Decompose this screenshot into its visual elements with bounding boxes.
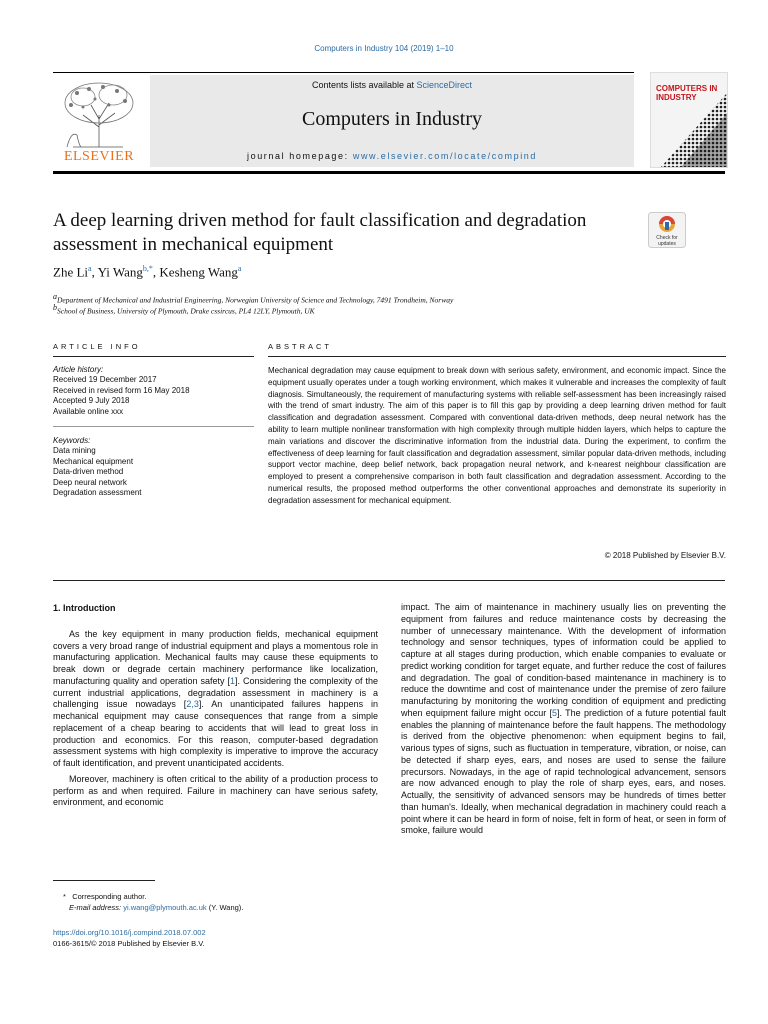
footnote-rule: [53, 880, 155, 881]
email-line: [53, 902, 378, 913]
article-info-heading: ARTICLE INFO: [53, 342, 141, 351]
journal-cover-thumbnail[interactable]: [650, 72, 728, 168]
reference-link[interactable]: 5: [552, 707, 558, 718]
email-label: E-mail address:: [69, 903, 124, 912]
history-item: Received 19 December 2017: [53, 375, 157, 385]
abstract-rule: [268, 356, 726, 357]
abstract-copyright: © 2018 Published by Elsevier B.V.: [604, 551, 726, 560]
body-left-column: [53, 603, 378, 813]
author-affiliation-link[interactable]: a: [88, 264, 92, 273]
keywords-list: [53, 436, 253, 498]
email-link[interactable]: yi.wang@plymouth.ac.uk: [123, 903, 207, 912]
check-for-updates-badge[interactable]: [648, 212, 686, 248]
author-list: [53, 264, 241, 280]
contents-prefix: Contents lists available at: [311, 80, 417, 90]
body-paragraph: [53, 629, 378, 770]
homepage-prefix: journal homepage:: [246, 151, 353, 161]
sciencedirect-link[interactable]: ScienceDirect: [416, 80, 473, 90]
author-name: Kesheng Wang: [159, 264, 238, 280]
reference-link[interactable]: 2,3: [186, 699, 199, 710]
text-run: impact. The aim of maintenance in machinery usually lies on preventing the equipment from failures and reduce maintenance costs by decreasing the number of unnecessary maintenance. With the development of information technology and sensor techniques, types of information could be applied to capture at all stages during production, which enable companies to evaluate or predict working condition for target equate, and further reduce the cost of failures and degradation. The goal of condition-based maintenance in machinery is to reduce the downtime and cost of maintenance under the premise of zero failure manufacturing by monitoring the working condition of equipment and predicting when equipment failure might occur [: [401, 602, 726, 718]
footnote-corresponding: Corresponding author.: [72, 892, 147, 901]
history-item: Accepted 9 July 2018: [53, 396, 130, 406]
keyword-item: Deep neural network: [53, 477, 127, 487]
author-separator: ,: [91, 264, 98, 280]
author-separator: ,: [152, 264, 160, 280]
body-right-column: [401, 602, 726, 837]
cover-title: [656, 84, 717, 102]
article-info-divider: [53, 426, 254, 427]
article-history: [53, 365, 253, 417]
corresponding-author-note: [53, 891, 378, 902]
cover-title-line1: COMPUTERS IN: [656, 84, 718, 93]
footnote: [53, 891, 378, 913]
reference-link[interactable]: 1: [230, 675, 236, 686]
crossmark-label-line2: updates: [658, 241, 676, 247]
crossmark-label-line1: Check for: [656, 235, 678, 241]
journal-homepage-link[interactable]: www.elsevier.com/locate/compind: [352, 151, 537, 161]
journal-title: Computers in Industry: [302, 108, 482, 130]
affiliation-b: [53, 303, 315, 316]
email-suffix: (Y. Wang).: [206, 903, 244, 912]
abstract-heading: ABSTRACT: [268, 342, 333, 351]
affiliation-marker: b: [53, 303, 57, 312]
doi-link[interactable]: https://doi.org/10.1016/j.compind.2018.07.002: [53, 928, 206, 937]
header-top-rule: [53, 72, 634, 73]
history-label: Article history:: [53, 365, 104, 374]
text-run: ]. An unanticipated failures happens in mechanical equipment may cause consequences that range from a simple replacement of a cheap bearing to accidents that will lead to great loss in production and economics. For this reason, computer-based degradation assessment systems with high complexity is imperative to improve the accuracy of fault identification, and prevent unanticipated accidents.: [53, 699, 378, 768]
issn-copyright: 0166-3615/© 2018 Published by Elsevier B.V.: [53, 939, 205, 948]
journal-citation-link[interactable]: Computers in Industry 104 (2019) 1–10: [314, 44, 454, 53]
author-name: Yi Wang: [97, 264, 143, 280]
body-paragraph: Moreover, machinery is often critical to the ability of a production process to perform as and when required. Failure in machinery can have serious safety, environment, and economic: [53, 773, 378, 808]
doi-block: [53, 927, 378, 949]
author-name: Zhe Li: [53, 264, 89, 280]
keywords-label: Keywords:: [53, 436, 91, 445]
cover-title-line2: INDUSTRY: [656, 93, 697, 102]
body-paragraph: [401, 602, 726, 837]
front-matter-rule: [53, 580, 725, 581]
crossmark-icon: [648, 212, 686, 248]
author-affiliation-link[interactable]: b,*: [142, 264, 153, 273]
text-run: ]. The prediction of a future potential fault enables the planning of maintenance before the fault happens. The methodology is derived from the objective phenomenon: when equipment begins to fail, various types of signs, such as fluctuation in temperature, vibration, or noise, can be detected if sharp eyes, ears, and noses are used to sense the failure precursors. Nowadays, in the age of rapid technological advancement, sensors are now advanced enough to play the role of sharp eyes, ears, and noses. Actually, the sensitivity of advanced sensors may be hundreds of times better than human's. Ideally, when mechanical degradation in machinery could reach a point where it can be heard in form of noise, felt in form of heat, or seen in form of smoke, failure would: [401, 707, 727, 836]
keyword-item: Mechanical equipment: [53, 456, 134, 466]
author-affiliation-link[interactable]: a: [237, 264, 242, 273]
section-heading: 1. Introduction: [53, 603, 116, 613]
keyword-item: Data-driven method: [53, 467, 124, 477]
history-item: Available online xxx: [53, 406, 124, 416]
abstract-body: Mechanical degradation may cause equipment to break down with serious safety, environment, and economic impact. Since the equipment usually operates under a tough working environment, which makes it vulnerable and increases the complexity of fault diagnosis. Simultaneously, the requirement of manufacturing systems with reliable self-assessment has been increasingly raised with the trend of smart industry. The aim of this paper is to fill this gap by providing a deep learning driven method for fault classification and degradation assessment. Compared with conventional data-driven methods, deep neural network has the ability to learn multiple nonlinear transformation with high complexity through multiple hidden layers, which helps to capture the main variations and discover the discriminative information from the industrial data. During the experiment, to confirm the effectiveness of deep learning for fault classification and degradation assessment, similar popular data-driven methods, including support vector machine, deep belief network, back propagation neural network, and k-nearest neighbour classification are employed to present a comprehensive comparison in both fault classification and degradation assessment. According to the numerical results, the proposed method outperforms the other conventional approaches and demonstrate its superiority in degradation assessment for mechanical equipment.: [268, 366, 726, 505]
header-bottom-rule: [53, 171, 725, 174]
affiliation-text: Department of Mechanical and Industrial Engineering, Norwegian University of Science and Technology, 7491 Trondheim, Norway: [57, 295, 454, 305]
text-run: ]. Considering the complexity of the current industrial applications, degradation assessment in machinery is a challenging issue nowadays [: [53, 675, 379, 710]
journal-homepage-line: [150, 151, 634, 161]
history-item: Received in revised form 16 May 2018: [53, 385, 190, 395]
article-info-rule: [53, 356, 254, 357]
affiliation-marker: a: [53, 292, 57, 301]
keyword-item: Degradation assessment: [53, 488, 142, 498]
footnote-star: *: [63, 892, 66, 901]
paper-title: A deep learning driven method for fault classification and degradation assessment in mechanical equipment: [53, 210, 587, 255]
elsevier-wordmark: ELSEVIER: [63, 149, 135, 164]
contents-available-line: [150, 80, 634, 90]
keyword-item: Data mining: [53, 446, 96, 456]
affiliation-text: School of Business, University of Plymouth, Drake cssircus, PL4 12LY, Plymouth, UK: [57, 306, 315, 316]
text-run: As the key equipment in many production fields, mechanical equipment covers a very broad range of industrial equipment and plays a momentous role in manufacturing application. Mechanical faults may cause these equipments to break down or degrade certain machinery performance like localization, manufacturing quality and operation safety [: [53, 628, 378, 686]
